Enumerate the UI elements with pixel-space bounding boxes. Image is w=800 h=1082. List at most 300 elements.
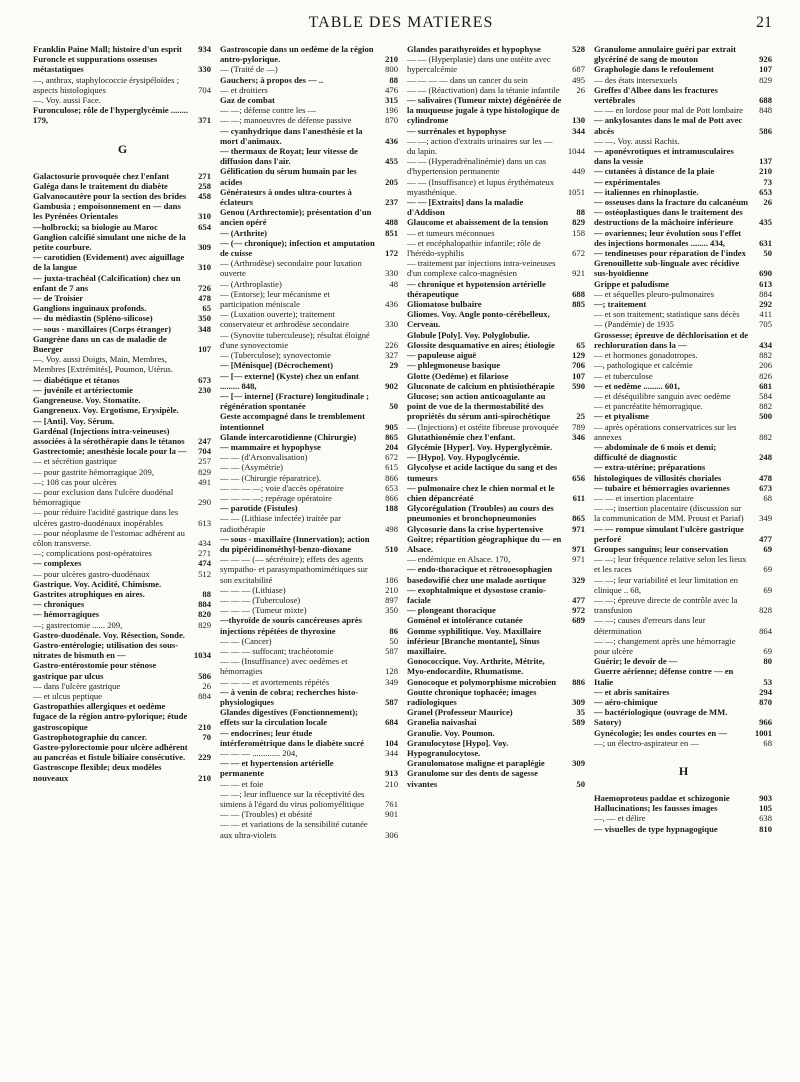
index-entry — [594, 738, 773, 748]
index-entry — [594, 687, 773, 697]
index-entry-page: 449 — [572, 166, 585, 177]
index-entry — [220, 462, 399, 472]
index-entry-term: Gliomes. Voy. Angle ponto-cérébelleux, Cerveau. — [407, 309, 550, 330]
index-entry-term: — ankylosantes dans le mal de Pott avec abcès — [594, 115, 743, 136]
index-entry-term: Grossesse; épreuve de déchlorisation et de rechloruration dans la — — [594, 329, 749, 350]
index-entry-page: 901 — [385, 809, 398, 820]
index-entry — [220, 483, 399, 493]
index-entry-term: — —; leur fréquence relative selon les lieux et les races — [594, 554, 747, 575]
index-entry-term: Glycorégulation (Troubles) au cours des pneumonies et bronchopneumonies — [407, 503, 554, 524]
index-entry-page: 477 — [572, 594, 585, 605]
index-entry-term: — et oedème ......... 601, — [594, 380, 680, 391]
index-entry — [33, 171, 212, 181]
index-entry-page: 689 — [572, 615, 585, 626]
index-entry-page: 903 — [759, 793, 772, 804]
index-entry-term: — mammaire et hypophyse — [220, 441, 321, 452]
index-entry — [220, 146, 399, 166]
index-entry — [407, 524, 586, 534]
index-entry-page: 656 — [572, 472, 585, 483]
index-entry-term: —, pathologique et calcémie — [594, 360, 693, 371]
index-entry-page: 458 — [198, 191, 211, 202]
index-entry — [594, 350, 773, 360]
index-entry-page: 681 — [759, 380, 772, 391]
index-entry — [33, 273, 212, 293]
index-entry-page: 882 — [759, 431, 772, 442]
index-entry-page: 247 — [198, 435, 211, 446]
index-entry-page: 210 — [385, 584, 398, 595]
index-entry — [220, 615, 399, 635]
index-entry-page: 800 — [385, 64, 398, 75]
index-entry — [220, 554, 399, 585]
index-entry-page: 913 — [385, 768, 398, 779]
index-entry-page: 971 — [572, 543, 585, 554]
index-entry-page: 210 — [385, 54, 398, 65]
index-entry — [594, 575, 773, 595]
index-entry — [594, 793, 773, 803]
index-entry-page: 210 — [198, 721, 211, 732]
index-entry-term: — —; insertion placentaire (discussion sur la communication de MM. Proust et Pariaf) — [594, 503, 744, 524]
index-entry-page: 865 — [385, 431, 398, 442]
index-entry-page: 1034 — [193, 650, 211, 661]
index-entry — [594, 64, 773, 74]
index-entry-term: — ostéoplastiques dans le traitement des destructions de la mâchoire inférieure — [594, 207, 743, 228]
index-entry-term: — et ptyalisme — [594, 411, 649, 422]
index-entry-page: 69 — [763, 645, 772, 656]
index-entry-term: — — — —; repérage opératoire — [220, 492, 332, 503]
index-entry-term: — —; leur variabilité et leur limitation en clinique .. 68, — [594, 574, 738, 595]
index-entry-term: — — — ............. 204, — [220, 748, 298, 759]
index-entry — [407, 340, 586, 350]
index-entry — [594, 166, 773, 176]
index-entry-term: Goutte chronique tophacée; images radiologiques — [407, 686, 537, 707]
index-entry-page: 1044 — [567, 146, 585, 157]
index-entry-page: 204 — [385, 441, 398, 452]
index-entry — [220, 677, 399, 687]
index-entry-page: 371 — [198, 115, 211, 126]
index-columns — [30, 44, 778, 1076]
index-entry-term: —, anthrax, staphylococcie érysipéloïdes ; aspects histologiques — [33, 74, 180, 95]
index-entry-page: 292 — [759, 299, 772, 310]
index-entry-term: — pulmonaire chez le chien normal et le chien dépancréaté — [407, 482, 555, 503]
index-entry-term: — salivaires (Tumeur mixte) dégénérée de la muqueuse jugale à type histologique de cylindrome — [407, 95, 562, 126]
index-entry-term: —; un électro-aspirateur en — — [594, 737, 699, 748]
index-entry-page: 884 — [198, 690, 211, 701]
index-entry-term: — (Arthrite) — [220, 227, 268, 238]
index-entry — [594, 813, 773, 823]
index-entry — [33, 599, 212, 609]
index-entry — [33, 303, 212, 313]
index-entry-page: 344 — [572, 125, 585, 136]
index-entry — [220, 411, 399, 431]
index-entry-page: 107 — [572, 370, 585, 381]
index-entry — [594, 656, 773, 666]
index-entry-page: 972 — [572, 605, 585, 616]
index-entry-page: 50 — [763, 248, 772, 259]
index-entry-term: Geste accompagné dans le tremblement intentionnel — [220, 411, 365, 432]
index-entry — [407, 258, 586, 278]
index-entry-page: 330 — [198, 64, 211, 75]
index-entry-page: 498 — [385, 523, 398, 534]
page-header — [30, 14, 772, 36]
index-entry-term: — italiennes en rhinoplastie. — [594, 186, 699, 197]
index-entry — [220, 442, 399, 452]
index-entry-page: 905 — [385, 421, 398, 432]
index-entry-term: — (Tuberculose); synovectomie — [220, 350, 331, 361]
index-entry-term: — et tuberculose — [594, 370, 653, 381]
index-entry — [407, 238, 586, 258]
index-entry — [594, 803, 773, 813]
index-entry — [33, 732, 212, 742]
index-entry-page: 105 — [759, 803, 772, 814]
index-entry-term: — — — — dans un cancer du sein — [407, 74, 528, 85]
index-entry-term: — — (Hyperadrénalinémie) dans un cas d'hypertension permanente — [407, 156, 547, 177]
index-entry-page: 638 — [759, 813, 772, 824]
index-entry-term: — — — (Lithiase) — [220, 584, 286, 595]
index-entry-page: 53 — [763, 676, 772, 687]
index-entry — [33, 201, 212, 221]
index-entry-term: — —; changement après une hémorragie pour ulcère — [594, 635, 736, 656]
index-entry-page: 26 — [576, 84, 585, 95]
index-entry — [33, 293, 212, 303]
index-entry-term: — du médiastin (Spléno-silicose) — [33, 313, 153, 324]
index-entry — [407, 75, 586, 85]
index-entry-term: — (Arthroplastie) — [220, 278, 282, 289]
index-entry-term: — cyanhydrique dans l'anesthésie et la mort d'animaux. — [220, 125, 363, 146]
index-entry — [594, 381, 773, 391]
index-entry-term: —; gastrectomie ...... 209, — [33, 619, 123, 630]
index-entry-page: 229 — [198, 752, 211, 763]
index-entry — [594, 728, 773, 738]
index-entry-page: 104 — [385, 737, 398, 748]
index-entry-page: 330 — [385, 319, 398, 330]
index-entry — [407, 350, 586, 360]
index-entry-term: — — — (— sécrétoire); effets des agents sympatho- et parasympathomimétiques sur son excitabilité — [220, 554, 368, 585]
index-entry — [594, 319, 773, 329]
index-entry — [594, 309, 773, 319]
index-entry-term: Gomme syphilitique. Voy. Maxillaire inférieur [Branche montante], Sinus maxillaire. — [407, 625, 542, 656]
index-entry-page: 587 — [385, 645, 398, 656]
index-entry-term: Ganglion calcifié simulant une niche de la petite courbure. — [33, 231, 186, 253]
index-entry-page: 158 — [572, 227, 585, 238]
index-entry-term: — abdominale de 6 mois et demi; difficulté de diagnostic — [594, 441, 717, 463]
index-entry-term: — ovariennes; leur évolution sous l'effet des injections hormonales ........ 434, — [594, 227, 742, 248]
index-entry-term: — complexes — [33, 558, 82, 569]
index-entry-term: — — (Insuffisance) et lupus érythémateux myasthénique. — [407, 176, 555, 197]
index-entry-page: 826 — [759, 370, 772, 381]
index-entry — [594, 279, 773, 289]
index-entry — [220, 360, 399, 370]
index-entry-page: 631 — [759, 237, 772, 248]
index-entry — [594, 289, 773, 299]
index-entry — [594, 401, 773, 411]
index-entry-page: 210 — [759, 166, 772, 177]
index-entry — [594, 299, 773, 309]
index-entry — [407, 279, 586, 299]
index-entry-term: — —; action d'extraits urinaires sur les — du lapin. — [407, 135, 553, 157]
index-entry-page: 210 — [385, 778, 398, 789]
index-entry — [594, 207, 773, 227]
index-entry — [594, 697, 773, 707]
index-entry-term: Gastro-pylorectomie pour ulcère adhérent au pancréas et fistule biliaire consécutive. — [33, 742, 188, 763]
index-entry-term: — — (Troubles) et obésité — [220, 809, 313, 820]
index-entry-term: Graphologie dans le refoulement — [594, 64, 714, 75]
index-entry — [594, 595, 773, 615]
index-entry-page: 88 — [389, 74, 398, 85]
index-entry — [220, 350, 399, 360]
index-entry — [220, 595, 399, 605]
index-entry — [220, 432, 399, 442]
index-entry-term: — —; leur influence sur la réceptivité des simiens à l'égard du virus poliomyélitique — [220, 788, 365, 810]
index-entry-term: — après opérations conservatrices sur les annexes — [594, 421, 737, 442]
index-entry — [407, 677, 586, 687]
index-entry — [407, 442, 586, 452]
index-entry-page: 884 — [198, 599, 211, 610]
index-entry — [33, 630, 212, 640]
index-entry — [407, 371, 586, 381]
index-entry-page: 327 — [385, 350, 398, 361]
index-entry — [407, 768, 586, 788]
index-entry-page: 50 — [576, 778, 585, 789]
index-entry-page: 673 — [759, 482, 772, 493]
index-entry-page: 590 — [572, 380, 585, 391]
index-entry-term: — — (Chirurgie réparatrice). — [220, 472, 322, 483]
index-entry-term: — visuelles de type hypnagogique — [594, 823, 718, 834]
index-entry-term: Granulome annulaire guéri par extrait glycériné de sang de mouton — [594, 44, 736, 65]
index-entry-term: — pour gastrite hémorragique 209, — [33, 466, 154, 477]
index-entry-page: 248 — [759, 452, 772, 463]
index-entry — [33, 579, 212, 589]
index-entry-page: 478 — [198, 293, 211, 304]
index-entry-page: 870 — [385, 115, 398, 126]
index-entry-page: 921 — [572, 268, 585, 279]
index-entry — [594, 554, 773, 574]
index-entry — [33, 181, 212, 191]
index-entry-page: 434 — [198, 537, 211, 548]
index-entry-term: Gastrophotographie du cancer. — [33, 731, 147, 742]
index-entry — [220, 371, 399, 391]
index-entry — [407, 452, 586, 462]
index-entry-term: — — — —; voie d'accès opératoire — [220, 482, 344, 493]
index-entry — [594, 493, 773, 503]
index-entry — [33, 507, 212, 527]
index-entry-term: — des états intersexuels — [594, 74, 678, 85]
index-entry — [407, 707, 586, 717]
index-entry-page: 829 — [759, 74, 772, 85]
index-entry-page: 258 — [198, 180, 211, 191]
index-entry — [594, 707, 773, 727]
index-entry — [407, 136, 586, 156]
index-entry-page: 510 — [385, 543, 398, 554]
index-entry — [594, 197, 773, 207]
index-entry-term: Grenouillette sub-linguale avec récidive sus-hyoïdienne — [594, 258, 740, 279]
index-entry-term: Glossite desquamative en aires; étiologie — [407, 339, 555, 350]
index-entry-page: 613 — [759, 278, 772, 289]
index-entry — [594, 391, 773, 401]
index-entry-term: — et déséquilibre sanguin avec oedème — [594, 390, 731, 401]
index-entry — [220, 707, 399, 727]
index-entry-term: —. Voy. aussi Face. — [33, 95, 101, 106]
index-entry-term: Générateurs à ondes ultra-courtes à éclateurs — [220, 186, 352, 208]
index-entry-term: Goménol et intolérance cutanée — [407, 615, 523, 626]
index-entry — [407, 483, 586, 503]
index-entry-term: — tubaire et hémorragies ovariennes — [594, 482, 730, 493]
index-entry — [594, 136, 773, 146]
index-entry-term: Gangrène dans un cas de maladie de Buerger — [33, 333, 167, 355]
index-entry-page: 69 — [763, 584, 772, 595]
index-entry — [407, 503, 586, 523]
index-entry-term: — (Traité de —) — [220, 64, 278, 75]
index-entry — [33, 742, 212, 762]
index-entry-page: 25 — [576, 411, 585, 422]
index-entry-term: — [— externe] (Kyste) chez un enfant ......... 848, — [220, 370, 359, 391]
index-entry-page: 864 — [759, 625, 772, 636]
section-letter-heading: H — [678, 764, 689, 779]
index-entry-page: 309 — [198, 242, 211, 253]
index-entry-page: 848 — [759, 105, 772, 116]
index-entry — [220, 75, 399, 85]
index-entry — [220, 779, 399, 789]
index-entry — [594, 483, 773, 493]
index-entry — [407, 422, 586, 432]
index-entry-term: Guerre aérienne; défense contre — en Italie — [594, 666, 734, 687]
index-entry — [33, 313, 212, 323]
index-entry-page: 68 — [763, 737, 772, 748]
index-entry-page: 886 — [572, 676, 585, 687]
index-entry-page: 866 — [385, 472, 398, 483]
index-entry-page: 882 — [759, 350, 772, 361]
index-entry-page: 704 — [198, 446, 211, 457]
index-entry-page: 69 — [763, 564, 772, 575]
index-entry-term: Glaucome et abaissement de la tension — [407, 217, 549, 228]
index-entry-page: 474 — [198, 558, 211, 569]
index-entry — [220, 309, 399, 329]
index-entry — [220, 238, 399, 258]
index-entry-term: — carotidien (Evidement) avec aiguillage de la langue — [33, 252, 185, 273]
index-entry-term: Gastrectomie; anesthésie locale pour la — — [33, 446, 187, 457]
index-entry — [33, 334, 212, 354]
index-entry-term: Furoncle et suppurations osseuses métastatiques — [33, 54, 158, 75]
index-entry-term: — (Injections) et ostéite fibreuse provoquée — [407, 421, 559, 432]
index-entry — [407, 554, 586, 564]
index-entry-page: 820 — [198, 609, 211, 620]
index-entry-term: — — (d'Arsonvalisation) — [220, 452, 308, 463]
index-entry — [594, 85, 773, 105]
index-entry — [220, 452, 399, 462]
index-entry — [33, 620, 212, 630]
index-entry — [594, 666, 773, 686]
index-entry-term: — et tumeurs méconnues — [407, 227, 495, 238]
index-entry-page: 329 — [572, 574, 585, 585]
index-entry-term: — endémique en Alsace. 170, — [407, 554, 511, 565]
index-entry-term: — chroniques — [33, 599, 85, 610]
index-entry-page: 411 — [759, 309, 772, 320]
index-entry-term: — — en lordose pour mal de Pott lombaire — [594, 105, 743, 116]
index-entry-page: 226 — [385, 339, 398, 350]
index-entry-term: Gonocoque et polymorphisme microbien — [407, 676, 557, 687]
page-number: 21 — [756, 14, 772, 31]
index-column-1 — [30, 44, 217, 1076]
index-entry-term: Furonculose; rôle de l'hyperglycémie ........ 179, — [33, 105, 188, 126]
index-entry-term: — et droitiers — [220, 84, 268, 95]
index-entry-term: — endocrines; leur étude intérferométrique dans le diabète sucré — [220, 727, 364, 748]
index-entry-page: 50 — [389, 401, 398, 412]
index-entry-page: 330 — [385, 268, 398, 279]
index-entry-term: Granulomatose maligne et paraplégie — [407, 758, 545, 769]
index-entry-term: — — — (Tuberculose) — [220, 594, 301, 605]
index-entry-page: 615 — [385, 462, 398, 473]
index-entry-page: 966 — [759, 717, 772, 728]
index-entry-term: — hémorragiques — [33, 609, 100, 620]
index-entry-term: Granelia naivashai — [407, 717, 477, 728]
index-entry-term: Gonococcique. Voy. Arthrite, Métrite, Myo-endocardite, Rhumatisme. — [407, 656, 545, 677]
index-entry — [33, 528, 212, 548]
index-entry-page: 29 — [389, 360, 398, 371]
index-entry-page: 897 — [385, 594, 398, 605]
index-entry-term: Galactosurie provoquée chez l'enfant — [33, 170, 170, 181]
index-entry-page: 50 — [389, 635, 398, 646]
index-entry — [407, 758, 586, 768]
index-entry-page: 476 — [385, 84, 398, 95]
index-entry-page: 687 — [572, 64, 585, 75]
index-entry-term: Gambusia ; empoisonnement en — dans les Pyrénées Orientales — [33, 201, 181, 222]
index-entry-page: 865 — [572, 513, 585, 524]
index-entry-term: — —; causes d'erreurs dans leur détermination — [594, 615, 706, 636]
index-entry — [33, 660, 212, 680]
index-entry-term: Glandes digestives (Fonctionnement); effets sur la circulation locale — [220, 707, 358, 728]
index-entry-term: — surrénales et hypophyse — [407, 125, 507, 136]
index-entry-term: —; traitement — [594, 299, 647, 310]
index-entry-term: Gynécologie; les ondes courtes en — — [594, 727, 727, 738]
index-entry-term: Granulome sur des dents de sagesse vivantes — [407, 768, 538, 789]
index-entry-term: Glycolyse et acide lactique du sang et des tumeurs — [407, 462, 558, 483]
index-entry-page: 829 — [572, 217, 585, 228]
index-entry — [407, 728, 586, 738]
index-entry-page: 65 — [576, 339, 585, 350]
index-entry — [33, 232, 212, 252]
index-entry-term: — (Entorse); leur mécanisme et participation méniscale — [220, 288, 330, 310]
index-entry-term: Glycosurie dans la crise hypertensive — [407, 523, 544, 534]
index-entry-term: — aéro-chimique — [594, 697, 658, 707]
index-entry — [594, 615, 773, 635]
index-entry-term: — cutanées à distance de la plaie — [594, 166, 715, 177]
index-entry-page: 230 — [198, 384, 211, 395]
index-entry — [594, 524, 773, 544]
index-entry-page: 673 — [198, 374, 211, 385]
index-column-2 — [217, 44, 404, 1076]
index-entry-term: Gastroscope flexible; deux modèles nouveaux — [33, 762, 162, 783]
index-entry-page: 884 — [759, 288, 772, 299]
index-entry-term: — — et foie — [220, 778, 264, 789]
index-entry — [220, 687, 399, 707]
index-entry — [33, 609, 212, 619]
index-entry — [594, 462, 773, 482]
index-entry-term: — bactériologique (ouvrage de MM. Satory) — [594, 707, 728, 728]
index-entry-term: — et pancréatite hémorragique. — [594, 401, 703, 412]
index-entry-page: 500 — [759, 411, 772, 422]
index-entry-term: — (Pandémie) de 1935 — [594, 319, 674, 330]
index-entry-page: 934 — [198, 44, 211, 54]
index-entry — [220, 605, 399, 615]
index-entry-term: Gastrique. Voy. Acidité, Chimisme. — [33, 578, 162, 589]
index-entry-term: — [Hypo]. Voy. Hypoglycémie. — [407, 452, 520, 463]
index-entry-term: — — et hypertension artérielle permanente — [220, 758, 334, 779]
index-entry — [33, 385, 212, 395]
index-entry-page: 257 — [198, 456, 211, 467]
index-entry — [33, 558, 212, 568]
index-entry — [220, 758, 399, 778]
index-entry — [407, 126, 586, 136]
index-entry-term: Ganglions inguinaux profonds. — [33, 303, 147, 314]
